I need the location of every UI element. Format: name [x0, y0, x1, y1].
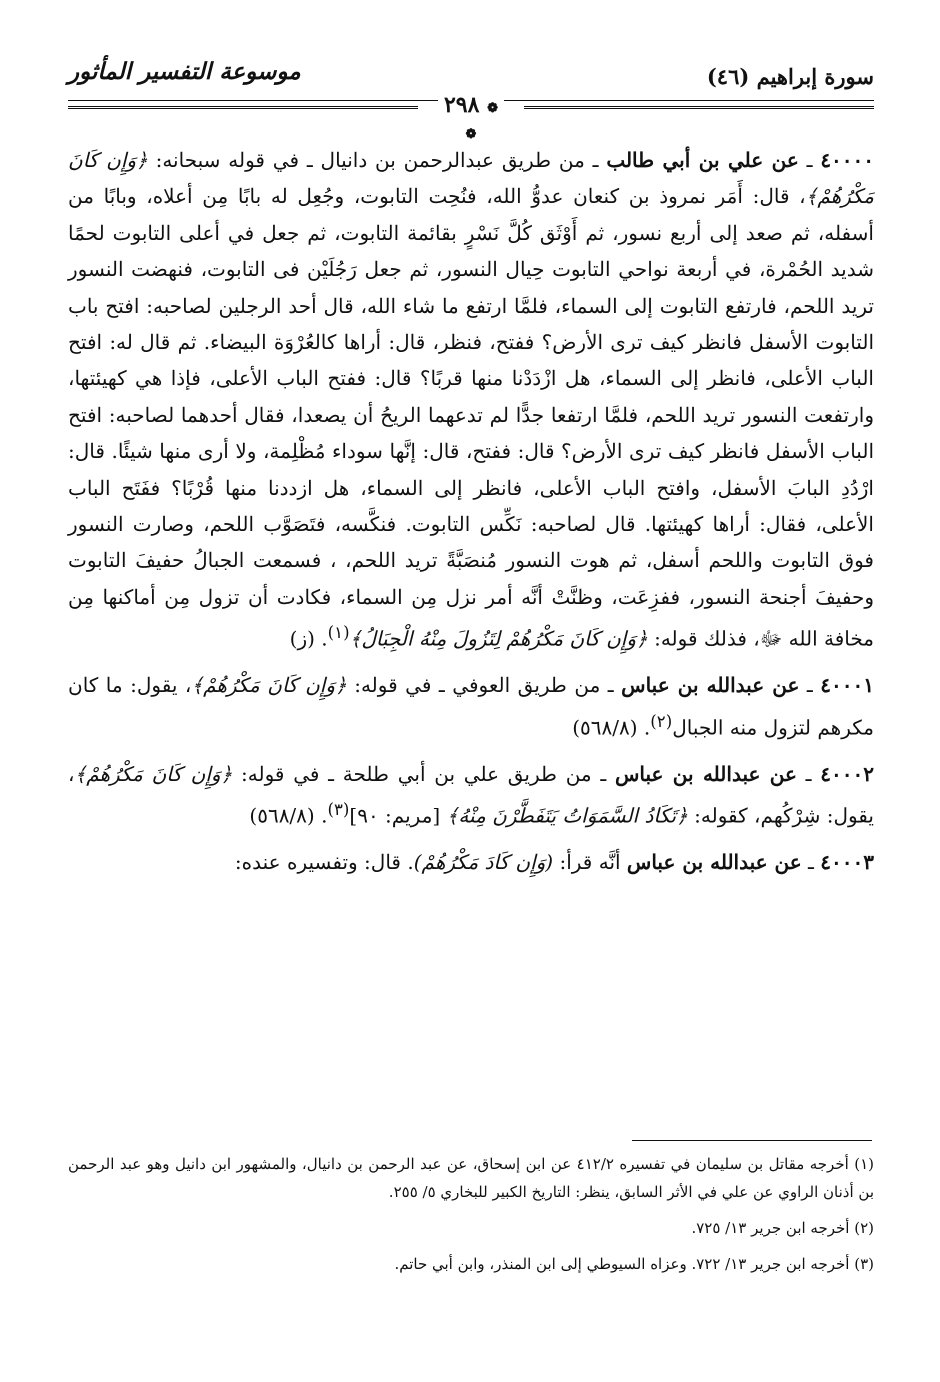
entry-tail: . (٥٦٨/٨) — [249, 803, 328, 828]
footnote-ref: (٢) — [650, 711, 673, 731]
page-header — [68, 52, 874, 142]
footnote-separator — [632, 1140, 872, 1141]
page-number — [438, 92, 504, 144]
surah-running-title: سورة إبراهيم (٤٦) — [706, 64, 874, 89]
entry-intro: ـ من طريق عبدالرحمن بن دانيال ـ في قوله سبحانه: — [147, 148, 607, 172]
footnote-ref: (٣) — [327, 800, 350, 820]
quran-verse: ﴿وَإِن كَانَ مَكْرُهُمْ﴾ — [191, 673, 347, 698]
footnotes — [68, 1150, 874, 1286]
entry-body: ، قال: أَمَر نمروذ بن كنعان عدوُّ الله، فنُحِت التابوت، وجُعِل له بابًا مِن أعلاه، وبابًا من أسفله، ثم صعد إلى أربع نسور، ثم أَوْثَق كُلَّ نَسْرٍ بقائمة التابوت، ثم جعل في أعلى التابوت لحمًا شديد الحُمْرة، في أربعة نواحي التابوت حِيال النسور، ثم جعل رَجُلَيْن فى التابوت، فنهضت النسور تريد اللحم، فارتفع التابوت إلى السماء، فلمَّا ارتفع ما شاء الله، قال أحد الرجلين لصاحبه: افتح باب التابوت الأسفل فانظر كيف ترى الأرض؟ ففتح، فنظر، قال: أراها كالعُرْوَة البيضاء. ثم قال له: افتح الباب الأعلى، فانظر إلى السماء، هل ازْدَدْنا منها قربًا؟ قال: ففتح الباب الأعلى، فإذا هي كهيئتها، وارتفعت النسور تريد اللحم، فلمَّا ارتفعا جدًّا لم تدعهما الريحُ أن يصعدا، فقال أحدهما لصاحبه: افتح الباب الأسفل فانظر كيف ترى الأرض؟ قال: ففتح، قال: إنَّها سوداء مُظْلِمة، ولا أرى منها شيئًا. قال: ارْدُدِ البابَ الأسفل، وافتح الباب الأعلى، فانظر إلى السماء، هل ازددنا منها قُرْبًا؟ ففَتَح الباب الأعلى، فقال: أراها كهيئتها. قال لصاحبه: نَكِّس التابوت. فنكَّسه، فتَصَوَّب اللحم، وصارت النسور فوق التابوت واللحم أسفل، ثم هوت النسور مُنصَبَّةً تريد اللحم، ، فسمعت الجبالُ حفيفَ التابوت وحفيفَ أجنحة النسور، ففزِعَت، وظنَّتْ أنَّه أمر نزل مِن السماء، فكادت أن تزول مِن أماكنها مِن مخافة الله ﷻ، فذلك قوله: — [68, 184, 874, 651]
book-running-title: موسوعة التفسير المأثور — [68, 58, 301, 85]
entry-body: ، يقول: شِرْكُهم، كقوله: — [68, 761, 874, 828]
quran-verse: ﴿وَإِن كَانَ مَكْرُهُمْ﴾ — [68, 148, 874, 209]
entry-body: . قال: وتفسيره عنده: — [234, 850, 414, 875]
entry-tail: . (٥٦٨/٨) — [572, 715, 651, 740]
entry-tail: . (ز) — [289, 626, 328, 651]
footnote-2: (٢) أخرجه ابن جرير ١٣/ ٧٢٥. — [691, 1219, 874, 1237]
entry-40003: ٤٠٠٠٣ ـ عن عبدالله بن عباس أنَّه قرأ: (وَإِن كَادَ مَكْرُهُمْ). قال: وتفسيره عنده: — [234, 850, 874, 875]
entry-narrator: عن عبدالله بن عباس — [626, 850, 802, 875]
entry-narrator: عن عبدالله بن عباس — [614, 761, 797, 786]
entry-narrator: عن علي بن أبي طالب — [606, 148, 799, 172]
entry-intro: أنَّه قرأ: — [553, 850, 627, 875]
quran-verse: ﴿وَإِن كَانَ مَكْرُهُمْ﴾ — [74, 761, 233, 786]
entry-40001: ٤٠٠٠١ ـ عن عبدالله بن عباس ـ من طريق العوفي ـ في قوله: ﴿وَإِن كَانَ مَكْرُهُمْ﴾، يقول: ما كان مكرهم لتزول منه الجبال$^{(٢)}$. (٥٦٨/٨) — [68, 673, 875, 740]
entry-number: ٤٠٠٠١ — [820, 673, 875, 698]
footnote-1: (١) أخرجه مقاتل بن سليمان في تفسيره ٤١٢/٢ عن ابن إسحاق، عن عبد الرحمن بن دانيال، والمشهور ابن دانيل وهو عبد الرحمن بن أذنان الراوي عن علي في الأثر السابق، ينظر: التاريخ الكبير للبخاري ٥/ ٢٥٥. — [68, 1155, 874, 1201]
main-text — [68, 142, 874, 891]
surah-reference: [مريم: ٩٠] — [349, 803, 447, 828]
entry-number: ٤٠٠٠٣ — [820, 850, 874, 875]
ornament-icon: ❁ — [487, 101, 499, 116]
header-double-rule-right — [524, 106, 874, 109]
page-number-value: ٢٩٨ — [443, 92, 480, 118]
entry-number: ٤٠٠٠٠ — [820, 148, 875, 172]
entry-40002: ٤٠٠٠٢ ـ عن عبدالله بن عباس ـ من طريق علي بن أبي طلحة ـ في قوله: ﴿وَإِن كَانَ مَكْرُهُمْ﴾، يقول: شِرْكُهم، كقوله: ﴿تَكَادُ السَّمَوَاتُ يَتَفَطَّرْنَ مِنْهُ﴾ [مريم: ٩٠]$^{(٣)}$. (٥٦٨/٨) — [68, 761, 875, 828]
entry-number: ٤٠٠٠٢ — [820, 761, 875, 786]
quran-verse: ﴿تَكَادُ السَّمَوَاتُ يَتَفَطَّرْنَ مِنْهُ﴾ — [446, 803, 688, 828]
entry-intro: ـ من طريق علي بن أبي طلحة ـ في قوله: — [232, 761, 615, 786]
footnote-3: (٣) أخرجه ابن جرير ١٣/ ٧٢٢. وعزاه السيوطي إلى ابن المنذر، وابن أبي حاتم. — [394, 1255, 874, 1273]
entry-40000: ٤٠٠٠٠ ـ عن علي بن أبي طالب ـ من طريق عبدالرحمن بن دانيال ـ في قوله سبحانه: ﴿وَإِن كَانَ مَكْرُهُمْ﴾، قال: أَمَر نمروذ بن كنعان عدوُّ الله، فنُحِت التابوت، وجُعِل له بابًا مِن أعلاه، وبابًا من أسفله، ثم صعد إلى أربع نسور، ثم أَوْثَق كُلَّ نَسْرٍ بقائمة التابوت، ثم جعل في أعلى التابوت لحمًا شديد الحُمْرة، في أربعة نواحي التابوت حِيال النسور، ثم جعل رَجُلَيْن فى التابوت، فنهضت النسور تريد اللحم، فارتفع التابوت إلى السماء، فلمَّا ارتفع ما شاء الله، قال أحد الرجلين لصاحبه: افتح باب التابوت الأسفل فانظر كيف ترى الأرض؟ ففتح، فنظر، قال: أراها كالعُرْوَة البيضاء. ثم قال له: افتح الباب الأعلى، فانظر إلى السماء، هل ازْدَدْنا منها قربًا؟ قال: ففتح الباب الأعلى، فإذا هي كهيئتها، وارتفعت النسور تريد اللحم، فلمَّا ارتفعا جدًّا لم تدعهما الريحُ أن يصعدا، فقال أحدهما لصاحبه: افتح الباب الأسفل فانظر كيف ترى الأرض؟ قال: ففتح، قال: إنَّها سوداء مُظْلِمة، ولا أرى منها شيئًا. قال: ارْدُدِ البابَ الأسفل، وافتح الباب الأعلى، فانظر إلى السماء، هل ازددنا منها قُرْبًا؟ ففَتَح الباب الأعلى، فقال: أراها كهيئتها. قال لصاحبه: نَكِّس التابوت. فنكَّسه، فتَصَوَّب اللحم، وصارت النسور فوق التابوت واللحم أسفل، ثم هوت النسور مُنصَبَّةً تريد اللحم، ، فسمعت الجبالُ حفيفَ التابوت وحفيفَ أجنحة النسور، ففزِعَت، وظنَّتْ أنَّه أمر نزل مِن السماء، فكادت أن تزول مِن أماكنها مِن مخافة الله ﷻ، فذلك قوله: ﴿وَإِن كَانَ مَكْرُهُمْ لِتَزُولَ مِنْهُ الْجِبَالُ﴾$^{(١)}$. (ز) — [68, 148, 875, 651]
footnote-ref: (١) — [327, 623, 350, 643]
ornament-icon: ❁ — [465, 127, 477, 142]
header-double-rule-left — [68, 106, 418, 109]
quran-verse: ﴿وَإِن كَانَ مَكْرُهُمْ لِتَزُولَ مِنْهُ الْجِبَالُ﴾ — [349, 626, 648, 651]
entry-narrator: عن عبدالله بن عباس — [621, 673, 800, 698]
entry-intro: ـ من طريق العوفي ـ في قوله: — [346, 673, 622, 698]
quran-reading: (وَإِن كَادَ مَكْرُهُمْ) — [413, 850, 554, 875]
entry-body: ، يقول: ما كان مكرهم لتزول منه الجبال — [68, 673, 874, 740]
